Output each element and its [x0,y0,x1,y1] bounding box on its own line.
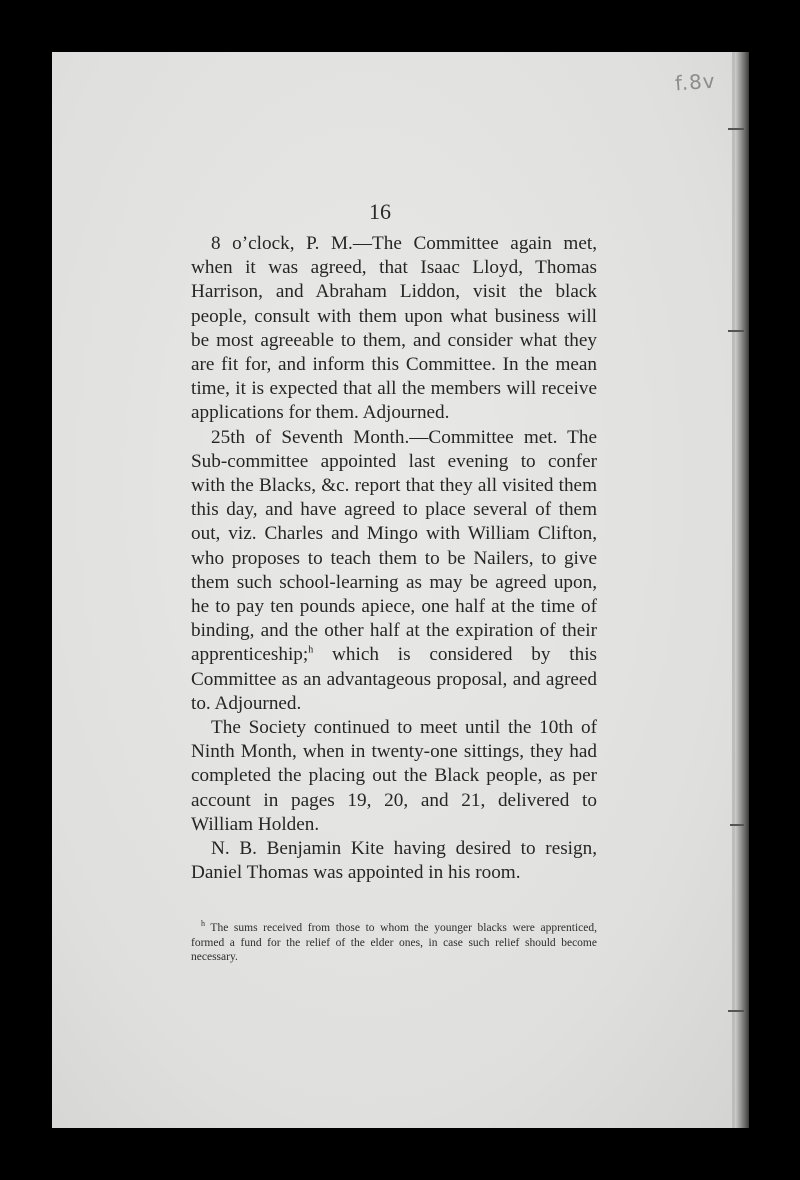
body-text [191,232,597,885]
paragraph-text: 25th of Seventh Month.—Committee met. The Sub-committee appointed last evening to confer with the Blacks, &c. report that they all visited them this day, and have agreed to place several of them out, viz. Charles and Mingo with William Clifton, who proposes to teach them to be Nailers, to give them such school-learning as may be agreed upon, he to pay ten pounds apiece, one half at the time of binding, and the other half at the expiration of their apprenticeship; [191,426,597,666]
paragraph: The Society continued to meet until the 10th of Ninth Month, when in twenty-one sittings, they had completed the placing out the Black people, as per account in pages 19, 20, and 21, delivered to William Holden. [191,717,597,835]
footnote-marker: h [308,645,314,657]
margin-tick [728,330,744,332]
margin-tick [730,824,744,826]
margin-tick [728,128,744,130]
paragraph: N. B. Benjamin Kite having desired to resign, Daniel Thomas was appointed in his room. [191,838,597,884]
footnote-text: The sums received from those to whom the younger blacks were apprenticed, formed a fund for the relief of the elder ones, in case such relief should become necessary. [191,922,597,963]
paragraph: 8 o’clock, P. M.—The Committee again met, when it was agreed, that Isaac Lloyd, Thomas Harrison, and Abraham Liddon, visit the black people, consult with them upon what business will be most agreeable to them, and consider what they are fit for, and inform this Committee. In the mean time, it is expected that all the members will receive applications for them. Adjourned. [191,233,597,424]
page-number: 16 [369,199,391,224]
footnote-marker: h [201,919,205,929]
pencil-folio-note: f.8v [674,68,717,96]
footnote [191,921,597,965]
margin-tick [728,1010,744,1012]
paragraph-text: which is considered by this Committee as an advantageous proposal, and agreed to. Adjourned. [191,644,597,714]
paragraph [191,426,597,716]
